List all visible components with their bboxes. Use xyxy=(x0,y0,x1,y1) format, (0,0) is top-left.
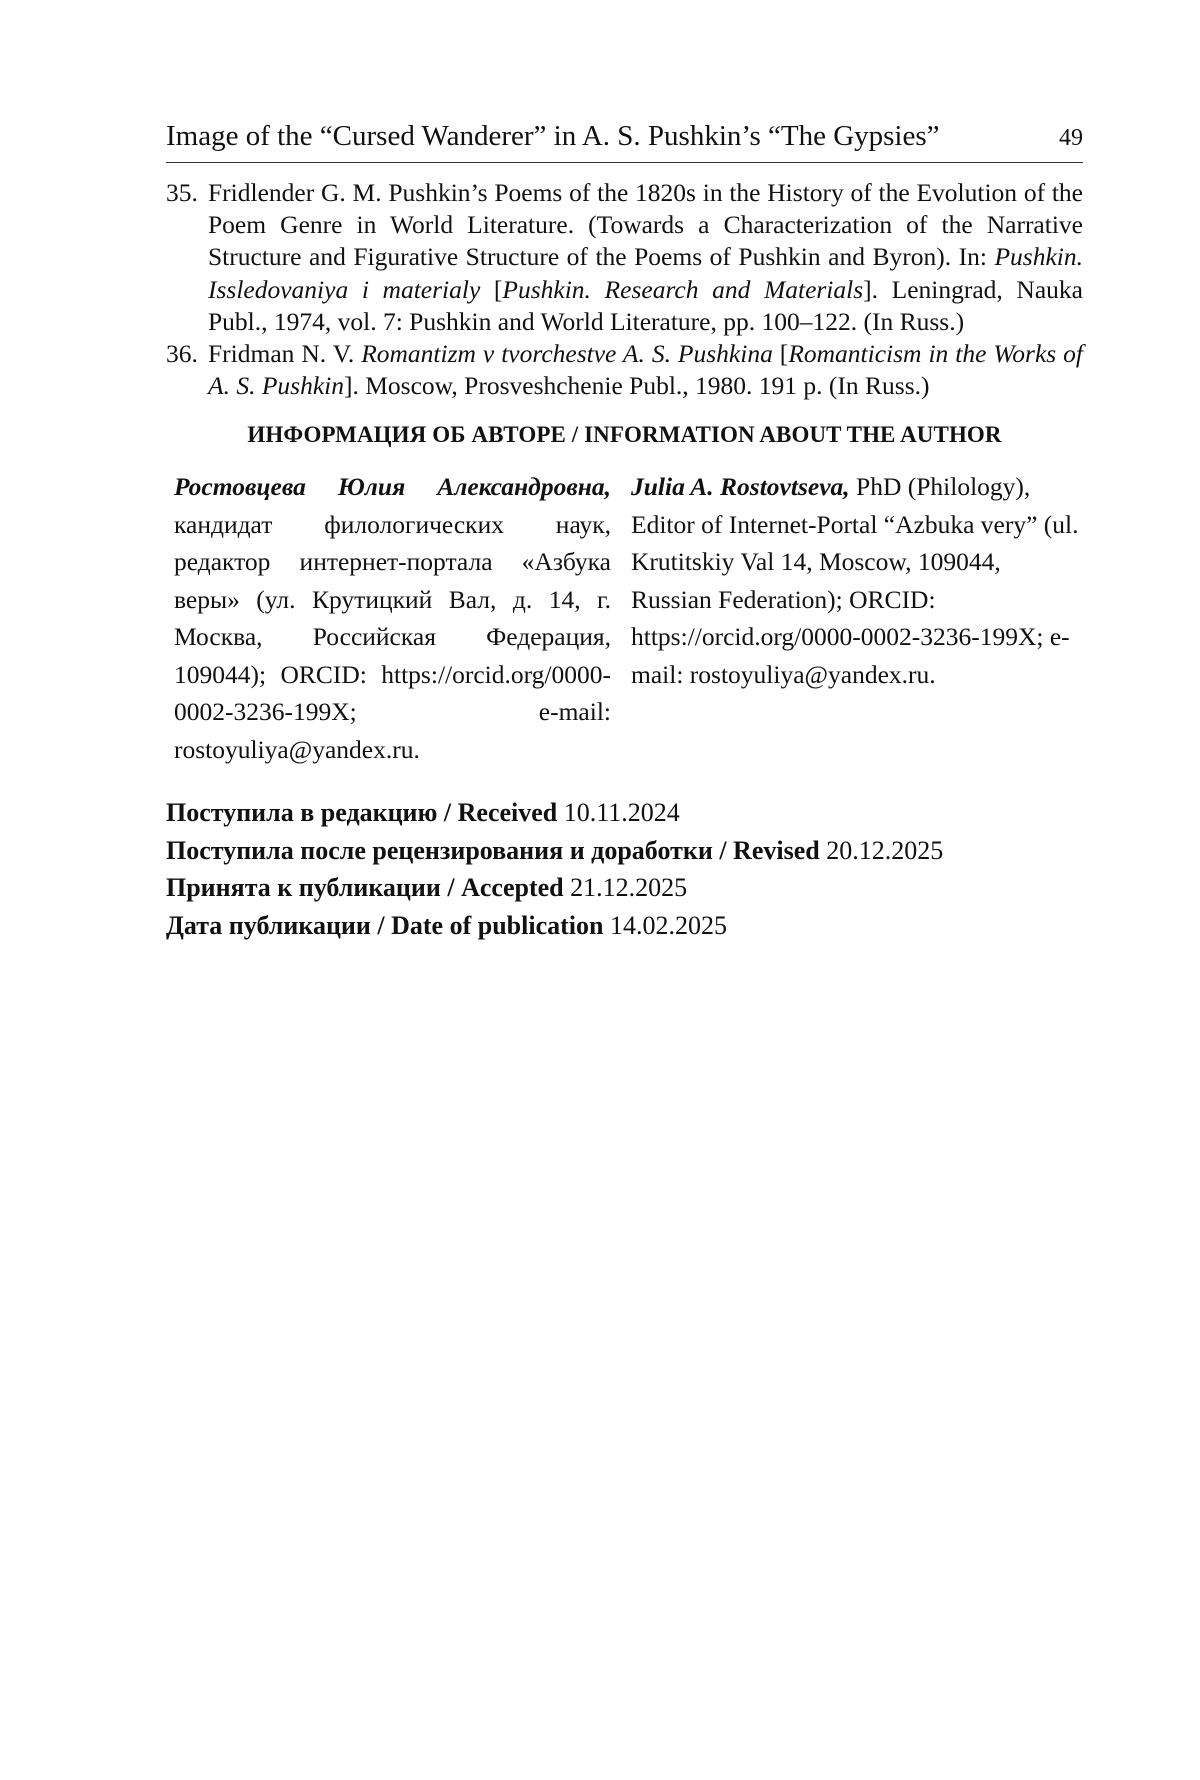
date-received xyxy=(166,794,1083,832)
author-info-heading: ИНФОРМАЦИЯ ОБ АВТОРЕ / INFORMATION ABOUT THE AUTHOR xyxy=(247,422,1002,448)
date-label: Принята к публикации / Accepted xyxy=(166,873,564,903)
date-label: Дата публикации / Date of publication xyxy=(166,910,604,940)
author-details-russian: кандидат филологических наук, редактор интернет-портала «Азбука веры» (ул. Крутицкий Вал, д. 14, г. Москва, Российская Федерация, 109044); ORCID: https://orcid.org/0000-0002-3236-199X; e-mail: rostoyuliya@yandex.ru. xyxy=(174,509,611,764)
journal-page xyxy=(166,118,1083,944)
reference-item xyxy=(166,338,1083,402)
running-head-title: Image of the “Cursed Wanderer” in A. S. Pushkin’s “The Gypsies” xyxy=(166,120,940,152)
date-label: Поступила после рецензирования и доработки / Revised xyxy=(166,835,820,865)
date-published xyxy=(166,907,1083,945)
running-head xyxy=(166,118,1083,163)
reference-italic-title: Pushkin. Issledovaniya i materialy xyxy=(208,242,1083,304)
date-label: Поступила в редакцию / Received xyxy=(166,798,558,828)
reference-number: 35. xyxy=(166,178,198,207)
publication-dates xyxy=(166,794,1083,944)
author-info-columns xyxy=(166,468,1083,768)
reference-number: 36. xyxy=(166,339,198,369)
reference-text: [ xyxy=(772,339,789,369)
author-name-russian: Ростовцева Юлия Александровна, xyxy=(174,472,611,502)
date-value: 14.02.2025 xyxy=(603,910,727,940)
date-revised xyxy=(166,832,1083,870)
reference-text: ]. Moscow, Prosveshchenie Publ., 1980. 191 p. (In Russ.) xyxy=(343,371,930,401)
page-number: 49 xyxy=(1059,125,1083,151)
reference-list xyxy=(166,177,1083,402)
reference-item xyxy=(166,177,1083,338)
author-name-english: Julia A. Rostovtseva, xyxy=(631,472,850,502)
author-details-english: PhD (Philology), Editor of Internet-Portal “Azbuka very” (ul. Krutitskiy Val 14, Moscow, 109044, Russian Federation); ORCID: https://orcid.org/0000-0002-3236-199X; e-mail: rostoyuliya@yandex.ru. xyxy=(631,472,1079,689)
date-value: 21.12.2025 xyxy=(563,873,688,903)
author-info-english xyxy=(631,468,1083,768)
date-value: 20.12.2025 xyxy=(819,835,944,865)
reference-text: [ xyxy=(480,274,503,304)
reference-italic-title: Romantizm v tvorchestve A. S. Pushkina xyxy=(361,339,773,369)
reference-italic-translation: Romanticism in the Works of A. S. Pushkin xyxy=(208,339,1084,401)
reference-text: Fridlender G. M. Pushkin’s Poems of the 1820s in the History of the Evolution of the Poem Genre in World Literature. (Towards a Characterization of the Narrative Structure and Figurative Structure of the Poems of Pushkin and Byron). In: xyxy=(208,178,1083,272)
reference-text: Fridman N. V. xyxy=(208,339,362,369)
date-value: 10.11.2024 xyxy=(557,798,680,828)
reference-italic-translation: Pushkin. Research and Materials xyxy=(502,274,864,304)
author-info-russian xyxy=(174,468,611,768)
reference-text: ]. Leningrad, Nauka Publ., 1974, vol. 7: Pushkin and World Literature, pp. 100–122. (In Russ.) xyxy=(208,274,1083,336)
date-accepted xyxy=(166,869,1083,907)
